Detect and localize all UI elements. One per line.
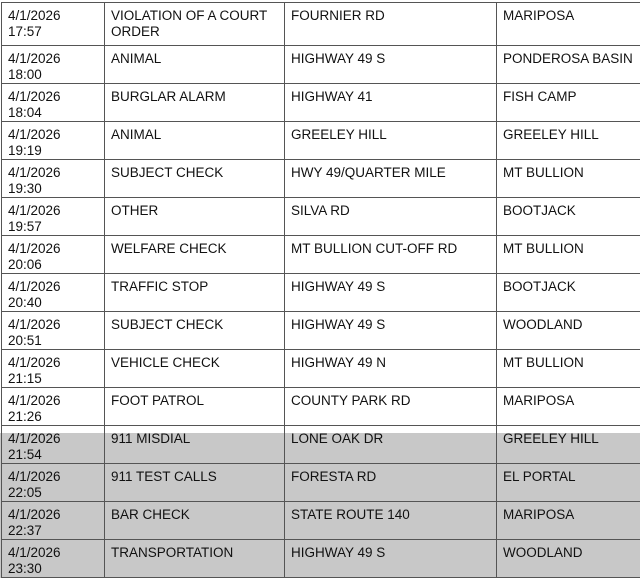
cell-location: HIGHWAY 49 S — [285, 46, 497, 84]
cell-location: LONE OAK DR — [285, 426, 497, 464]
table-row — [2, 160, 640, 198]
cell-call-type: VIOLATION OF A COURT ORDER — [105, 3, 285, 46]
cell-location: MT BULLION CUT-OFF RD — [285, 236, 497, 274]
cell-area: MARIPOSA — [497, 502, 640, 540]
cell-datetime: 4/1/2026 19:57 — [2, 198, 105, 236]
cell-call-type: 911 TEST CALLS — [105, 464, 285, 502]
cell-area: MT BULLION — [497, 350, 640, 388]
cell-location: COUNTY PARK RD — [285, 388, 497, 426]
cell-area: WOODLAND — [497, 312, 640, 350]
table-row — [2, 464, 640, 502]
cell-call-type: BURGLAR ALARM — [105, 84, 285, 122]
cell-location: GREELEY HILL — [285, 122, 497, 160]
cell-area: GREELEY HILL — [497, 426, 640, 464]
cell-datetime: 4/1/2026 20:51 — [2, 312, 105, 350]
cell-location: STATE ROUTE 140 — [285, 502, 497, 540]
cell-area: BOOTJACK — [497, 274, 640, 312]
table-row — [2, 198, 640, 236]
cell-area: MARIPOSA — [497, 3, 640, 46]
cell-call-type: ANIMAL — [105, 46, 285, 84]
cell-location: FOURNIER RD — [285, 3, 497, 46]
cell-datetime: 4/1/2026 18:04 — [2, 84, 105, 122]
cell-datetime: 4/1/2026 20:06 — [2, 236, 105, 274]
cell-location: HIGHWAY 49 N — [285, 350, 497, 388]
cell-call-type: OTHER — [105, 198, 285, 236]
table-row — [2, 540, 640, 578]
table-row — [2, 84, 640, 122]
cell-datetime: 4/1/2026 19:19 — [2, 122, 105, 160]
cell-datetime: 4/1/2026 21:15 — [2, 350, 105, 388]
cell-area: PONDEROSA BASIN — [497, 46, 640, 84]
cell-location: HIGHWAY 49 S — [285, 540, 497, 578]
table-row — [2, 350, 640, 388]
table-row — [2, 3, 640, 46]
cell-area: MARIPOSA — [497, 388, 640, 426]
table-row — [2, 388, 640, 426]
table-row — [2, 312, 640, 350]
cell-call-type: FOOT PATROL — [105, 388, 285, 426]
cell-area: BOOTJACK — [497, 198, 640, 236]
cell-call-type: BAR CHECK — [105, 502, 285, 540]
cell-datetime: 4/1/2026 22:37 — [2, 502, 105, 540]
cell-location: HIGHWAY 49 S — [285, 312, 497, 350]
cell-location: SILVA RD — [285, 198, 497, 236]
cell-location: FORESTA RD — [285, 464, 497, 502]
cell-call-type: WELFARE CHECK — [105, 236, 285, 274]
cell-datetime: 4/1/2026 19:30 — [2, 160, 105, 198]
cell-call-type: SUBJECT CHECK — [105, 312, 285, 350]
cell-location: HIGHWAY 41 — [285, 84, 497, 122]
cell-call-type: TRANSPORTATION — [105, 540, 285, 578]
cell-call-type: SUBJECT CHECK — [105, 160, 285, 198]
cell-area: FISH CAMP — [497, 84, 640, 122]
call-log-table — [1, 2, 640, 578]
cell-call-type: TRAFFIC STOP — [105, 274, 285, 312]
cell-call-type: ANIMAL — [105, 122, 285, 160]
cell-datetime: 4/1/2026 20:40 — [2, 274, 105, 312]
table-row — [2, 426, 640, 464]
cell-area: WOODLAND — [497, 540, 640, 578]
cell-datetime: 4/1/2026 22:05 — [2, 464, 105, 502]
cell-area: EL PORTAL — [497, 464, 640, 502]
table-row — [2, 122, 640, 160]
cell-datetime: 4/1/2026 21:26 — [2, 388, 105, 426]
table-row — [2, 236, 640, 274]
table-row — [2, 274, 640, 312]
cell-area: MT BULLION — [497, 236, 640, 274]
table-row — [2, 502, 640, 540]
cell-datetime: 4/1/2026 17:57 — [2, 3, 105, 46]
cell-area: MT BULLION — [497, 160, 640, 198]
cell-location: HWY 49/QUARTER MILE — [285, 160, 497, 198]
cell-location: HIGHWAY 49 S — [285, 274, 497, 312]
table-row — [2, 46, 640, 84]
cell-datetime: 4/1/2026 18:00 — [2, 46, 105, 84]
cell-datetime: 4/1/2026 23:30 — [2, 540, 105, 578]
cell-call-type: VEHICLE CHECK — [105, 350, 285, 388]
cell-datetime: 4/1/2026 21:54 — [2, 426, 105, 464]
cell-call-type: 911 MISDIAL — [105, 426, 285, 464]
cell-area: GREELEY HILL — [497, 122, 640, 160]
